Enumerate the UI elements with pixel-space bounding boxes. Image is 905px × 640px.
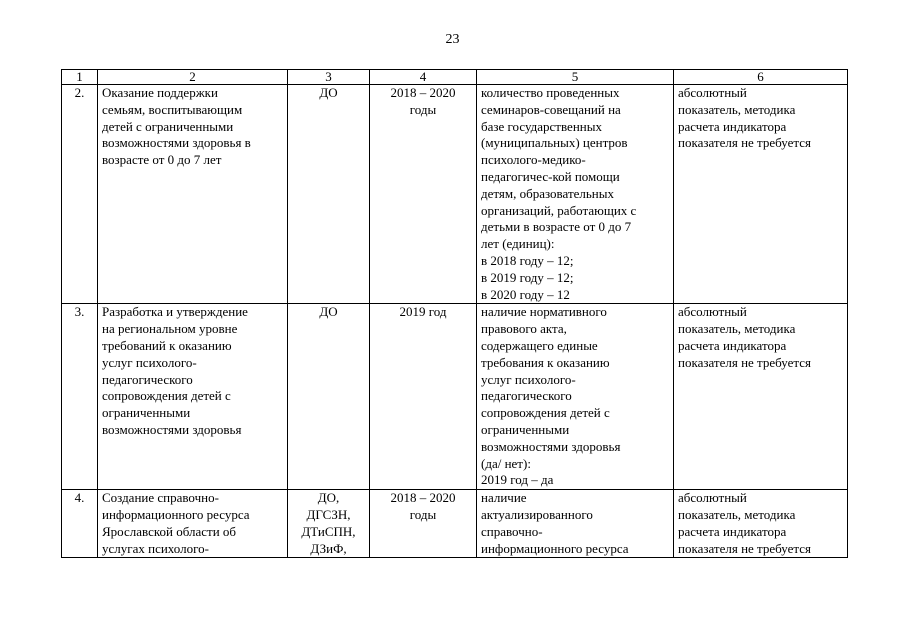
page-number: 23	[445, 32, 460, 47]
header-cell-1: 1	[62, 70, 98, 85]
activity-cell: Создание справочно- информационного ресурса Ярославской области об услугах психолого-	[98, 490, 288, 558]
row-number: 2.	[62, 85, 98, 304]
table-row	[62, 304, 848, 490]
method-cell: абсолютный показатель, методика расчета индикатора показателя не требуется	[674, 304, 848, 490]
activity-cell: Разработка и утверждение на региональном уровне требований к оказанию услуг психолого- педагогического сопровождения детей с ограниченными возможностями здоровья	[98, 304, 288, 490]
activity-cell: Оказание поддержки семьям, воспитывающим детей с ограниченными возможностями здоровья в возрасте от 0 до 7 лет	[98, 85, 288, 304]
executor-cell: ДО	[288, 304, 370, 490]
period-cell: 2018 – 2020 годы	[370, 490, 477, 558]
executor-cell: ДО, ДГСЗН, ДТиСПН, ДЗиФ,	[288, 490, 370, 558]
indicator-cell: количество проведенных семинаров-совещаний на базе государственных (муниципальных) центров психолого-медико- педагогичес-кой помощи детям, образовательных организаций, работающих с детьми в возрасте от 0 до 7 лет (единиц): в 2018 году – 12; в 2019 году – 12; в 2020 году – 12	[477, 85, 674, 304]
header-cell-6: 6	[674, 70, 848, 85]
table-row	[62, 85, 848, 304]
header-cell-5: 5	[477, 70, 674, 85]
program-activities-table	[61, 69, 848, 558]
period-cell: 2019 год	[370, 304, 477, 490]
row-number: 4.	[62, 490, 98, 558]
method-cell: абсолютный показатель, методика расчета индикатора показателя не требуется	[674, 490, 848, 558]
header-cell-4: 4	[370, 70, 477, 85]
indicator-cell: наличие актуализированного справочно- информационного ресурса	[477, 490, 674, 558]
executor-cell: ДО	[288, 85, 370, 304]
header-cell-3: 3	[288, 70, 370, 85]
table-row	[62, 490, 848, 558]
method-cell: абсолютный показатель, методика расчета индикатора показателя не требуется	[674, 85, 848, 304]
header-cell-2: 2	[98, 70, 288, 85]
table-header-row	[62, 70, 848, 85]
period-cell: 2018 – 2020 годы	[370, 85, 477, 304]
indicator-cell: наличие нормативного правового акта, содержащего единые требования к оказанию услуг психолого- педагогического сопровождения детей с ограниченными возможностями здоровья (да/ нет): 2019 год – да	[477, 304, 674, 490]
row-number: 3.	[62, 304, 98, 490]
